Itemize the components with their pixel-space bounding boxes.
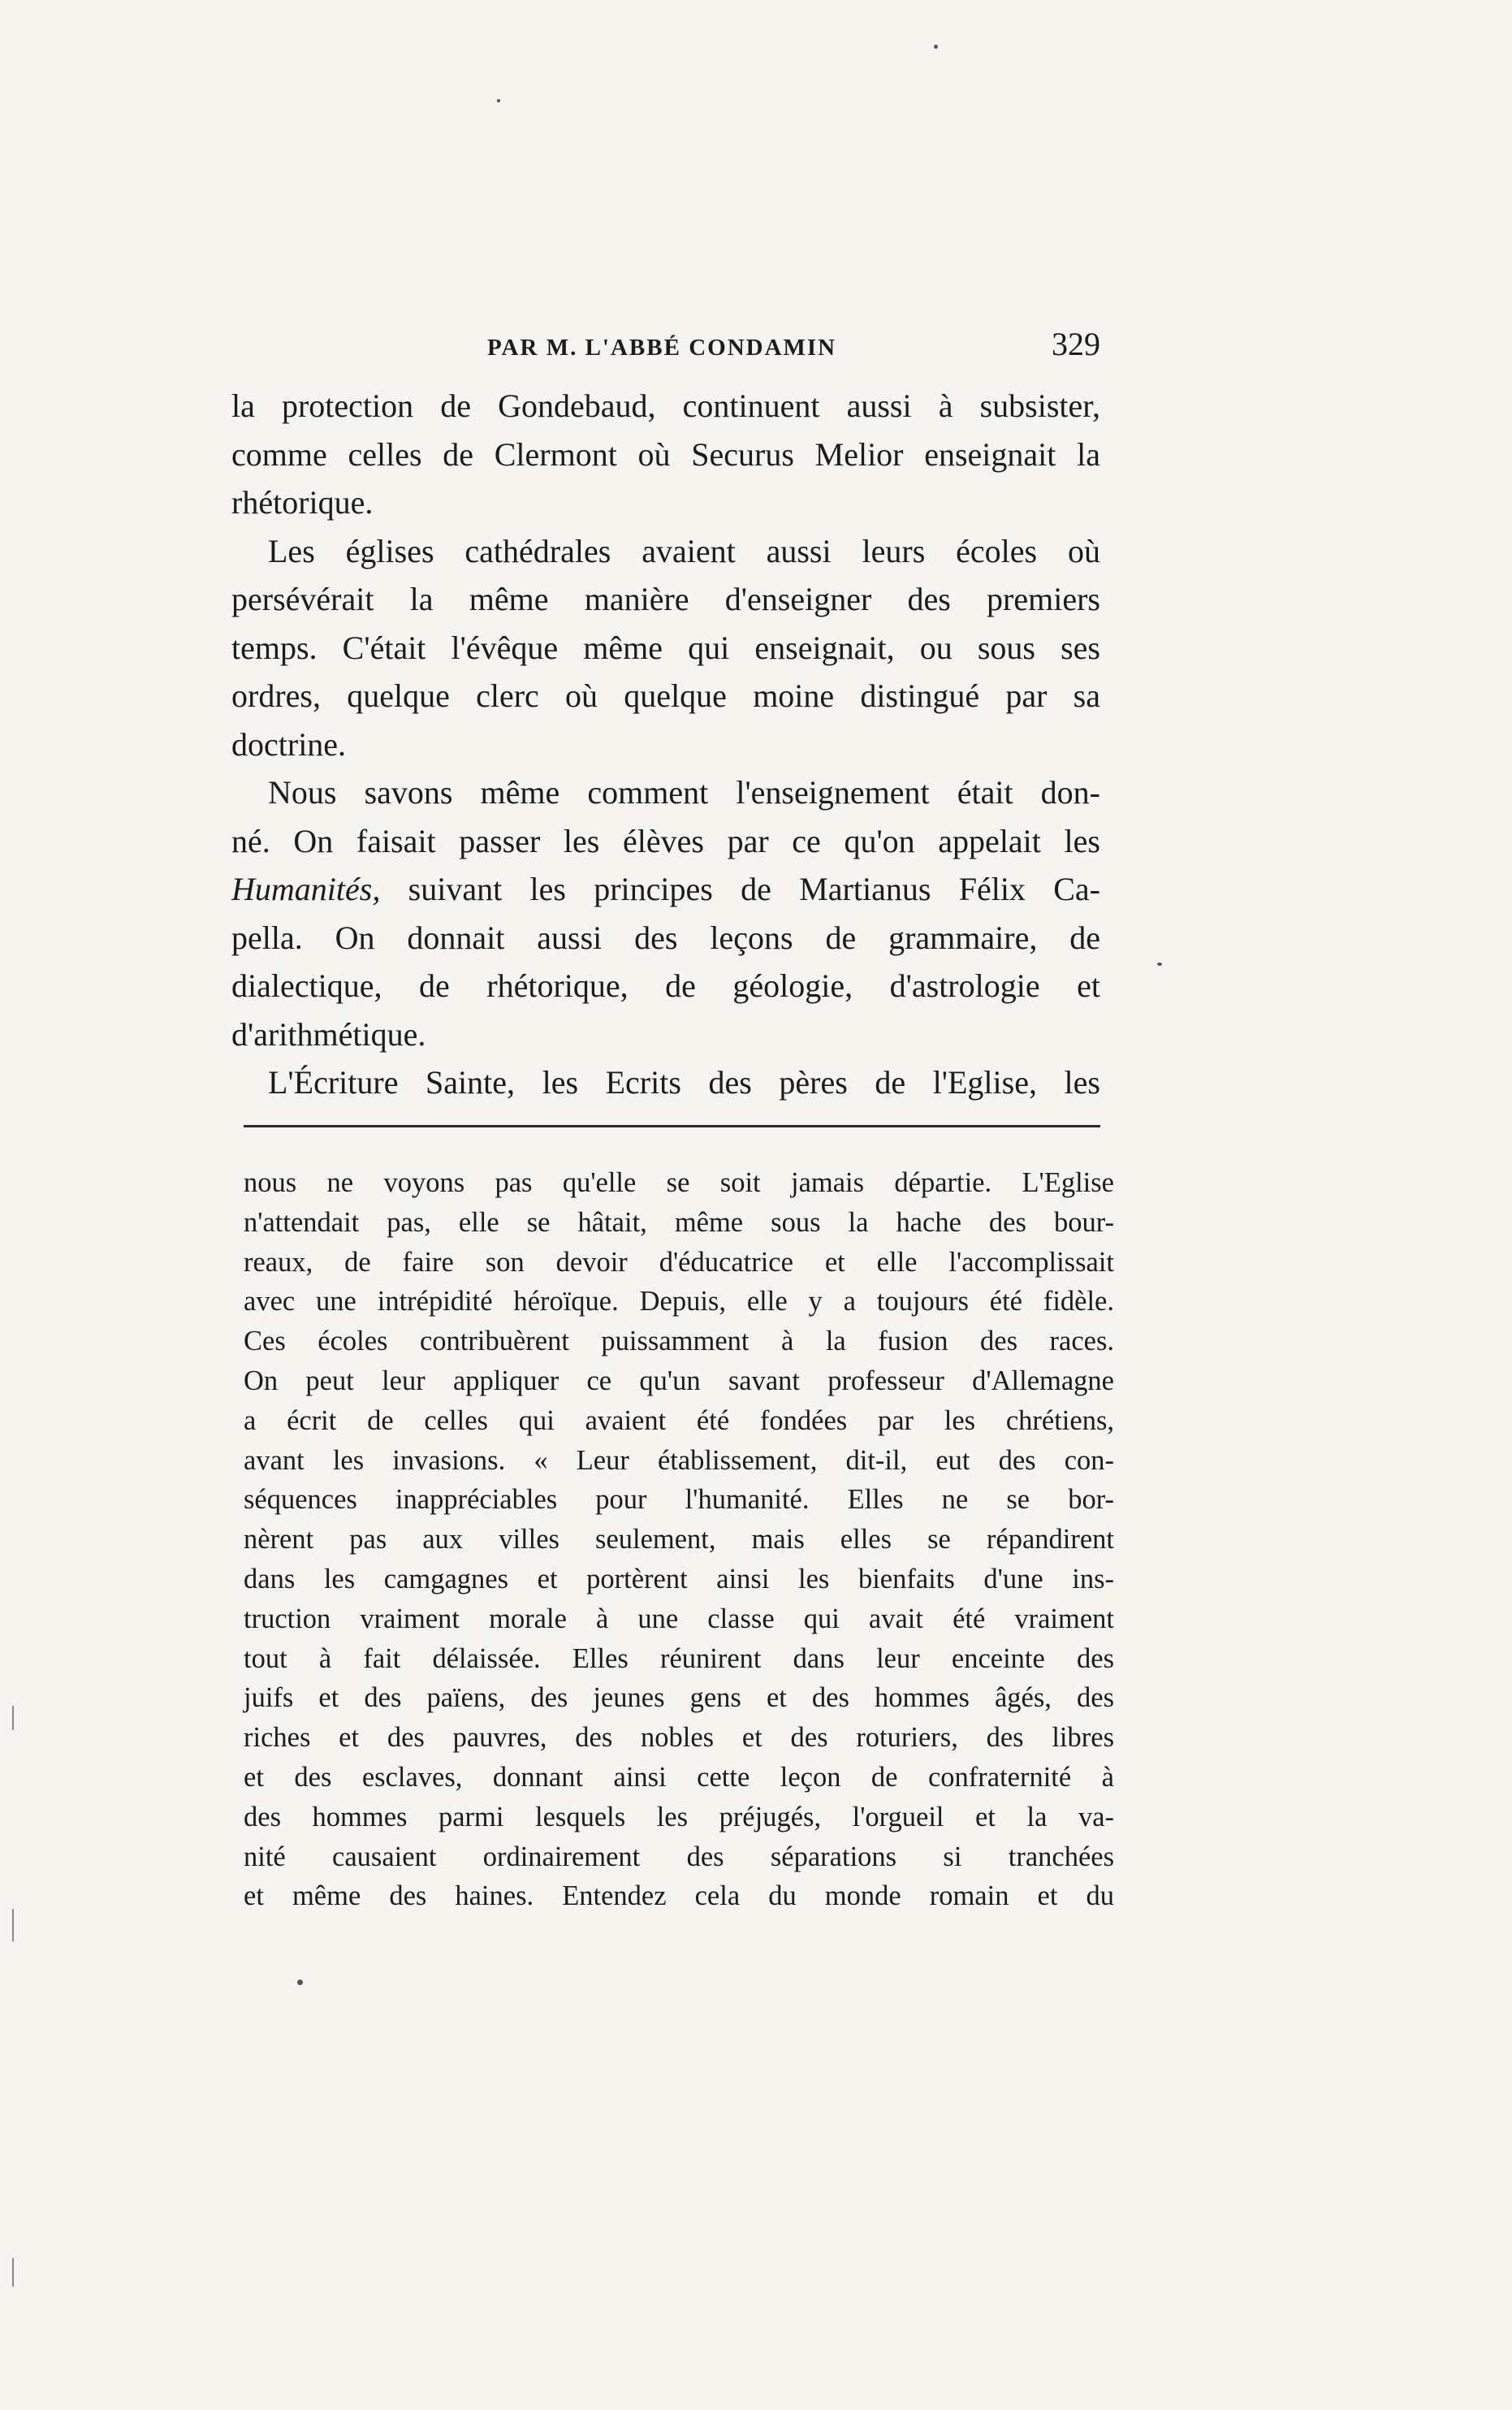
body-line: né. On faisait passer les élèves par ce qu'on appelait les <box>231 822 1100 859</box>
body-line: temps. C'était l'évêque même qui enseignait, ou sous ses <box>231 629 1100 666</box>
footnote-line: nous ne voyons pas qu'elle se soit jamais départie. L'Eglise <box>244 1167 1114 1198</box>
body-line: ordres, quelque clerc où quelque moine distingué par sa <box>231 677 1100 714</box>
body-line: Nous savons même comment l'enseignement était don- <box>268 774 1100 811</box>
footnote-line: dans les camgagnes et portèrent ainsi les bienfaits d'une ins- <box>244 1563 1114 1594</box>
footnote-line: des hommes parmi lesquels les préjugés, l'orgueil et la va- <box>244 1801 1114 1832</box>
main-text <box>231 382 1100 1107</box>
footnote-line: nité causaient ordinairement des séparations si tranchées <box>244 1841 1114 1872</box>
footnote-line: nèrent pas aux villes seulement, mais elles se répandirent <box>244 1524 1114 1555</box>
italic-term: Humanités, <box>231 871 381 907</box>
footnote-line: juifs et des païens, des jeunes gens et des hommes âgés, des <box>244 1682 1114 1714</box>
body-line: d'arithmétique. <box>231 1015 426 1053</box>
body-line: doctrine. <box>231 725 347 763</box>
footnote-line: riches et des pauvres, des nobles et des roturiers, des libres <box>244 1722 1114 1754</box>
body-line: la protection de Gondebaud, continuent aussi à subsister, <box>231 387 1100 424</box>
body-line: persévérait la même manière d'enseigner des premiers <box>231 581 1100 617</box>
footnote-line: séquences inappréciables pour l'humanité. Elles ne se bor- <box>244 1484 1114 1516</box>
body-line: pella. On donnait aussi des leçons de grammaire, de <box>231 919 1100 956</box>
scan-speck <box>934 45 938 49</box>
footnote-line: a écrit de celles qui avaient été fondées par les chrétiens, <box>244 1404 1114 1436</box>
scan-edge-mark <box>12 1909 14 1941</box>
footnote-line: avec une intrépidité héroïque. Depuis, elle y a toujours été fidèle. <box>244 1286 1114 1317</box>
running-head: PAR M. L'ABBÉ CONDAMIN <box>487 335 837 361</box>
footnote-line: tout à fait délaissée. Elles réunirent dans leur enceinte des <box>244 1642 1114 1674</box>
body-line-with-italic <box>231 865 1100 914</box>
footnote-line: et même des haines. Entendez cela du monde romain et du <box>244 1880 1114 1912</box>
footnote-line: On peut leur appliquer ce qu'un savant professeur d'Allemagne <box>244 1365 1114 1396</box>
footnote-rule <box>244 1125 1100 1127</box>
scan-edge-mark <box>12 2258 14 2287</box>
scan-edge-mark <box>12 1706 14 1730</box>
page-number: 329 <box>1052 326 1100 362</box>
scan-speck <box>497 99 500 102</box>
footnote-line: avant les invasions. « Leur établissement, dit-il, eut des con- <box>244 1444 1114 1476</box>
body-line: rhétorique. <box>231 484 374 521</box>
body-line: comme celles de Clermont où Securus Melior enseignait la <box>231 435 1100 473</box>
body-line-rest: suivant les principes de Martianus Félix Ca- <box>408 871 1100 907</box>
body-line: dialectique, de rhétorique, de géologie, d'astrologie et <box>231 967 1100 1004</box>
footnote-line: truction vraiment morale à une classe qui avait été vraiment <box>244 1603 1114 1634</box>
body-line: L'Écriture Sainte, les Ecrits des pères de l'Eglise, les <box>268 1064 1100 1101</box>
footnote-line: Ces écoles contribuèrent puissamment à la fusion des races. <box>244 1326 1114 1357</box>
page-header <box>231 325 1100 374</box>
footnote-line: et des esclaves, donnant ainsi cette leçon de confraternité à <box>244 1761 1114 1793</box>
scan-speck <box>297 1979 303 1985</box>
scan-speck <box>1157 963 1162 966</box>
footnote-text <box>244 1163 1114 1916</box>
body-line: Les églises cathédrales avaient aussi leurs écoles où <box>268 532 1100 569</box>
footnote-line: n'attendait pas, elle se hâtait, même sous la hache des bour- <box>244 1206 1114 1238</box>
footnote-line: reaux, de faire son devoir d'éducatrice et elle l'accomplissait <box>244 1246 1114 1278</box>
